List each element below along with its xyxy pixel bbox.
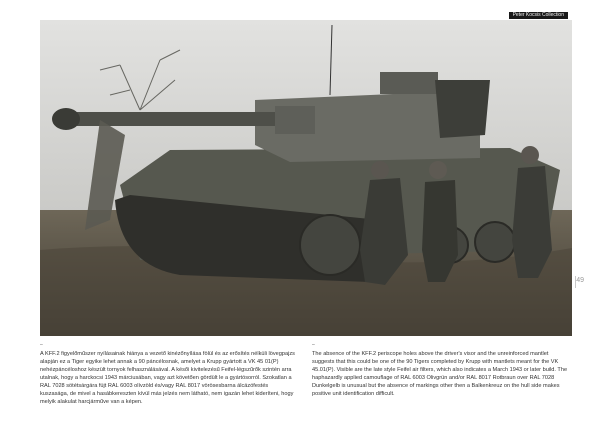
caption-hungarian: A KFF.2 figyelőműszer nyílásainak hiánya a vezető kinézőnyílása fölül és az erősítés nélküli lövegpajzs alapján ez a Tiger egyike lehet annak a 90 páncélosnak, amelyet a Krupp gyártott a VK 45 01(P) nehézpáncéloshoz készült tornyok felhasználásával. A késői kivitelezésű Feifel-légszűrők szintén arra utalnak, hogy a harckocsi 1943 márciusában, vagy azt követően gördült le a gyártósorról. Szokatlan a RAL 7028 sötétsárgára fújt RAL 6003 olívzöld és/vagy RAL 8017 vörösesbarna álcázófestés kuszasága, de mivel a hasábkereszten kívül más jelzés nem látható, nem igazán lehet kideríteni, hogy melyik alakulat harcjárműve van a képen.: [40, 351, 295, 405]
page-number: 49: [576, 277, 584, 284]
caption-marker-hu: –: [40, 342, 43, 348]
caption-marker-en: –: [312, 342, 315, 348]
gun-mantlet: [275, 106, 315, 134]
commander-cupola: [380, 72, 438, 94]
gun-barrel: [60, 112, 300, 126]
caption-english: The absence of the KFF.2 periscope holes above the driver's visor and the unreinforced mantlet suggests that this could be one of the 90 Tigers completed by Krupp with mantlets meant for the VK 45.01(P). Visible are the late style Feifel air filters, which also indicates a March 1943 or later build. The haphazardly applied camouflage of RAL 6003 Olivgrün and/or RAL 8017 Rotbraun over RAL 7028 Dunkelgelb is unusual but the absence of markings other then a Balkenkreuz on the hull side makes positive unit identification difficult.: [312, 351, 568, 397]
collection-label: Peter Kocsis Collection: [509, 12, 568, 19]
muzzle-brake: [52, 108, 80, 130]
stowage-box: [435, 80, 490, 138]
tiger-tank-photo: [40, 20, 572, 336]
